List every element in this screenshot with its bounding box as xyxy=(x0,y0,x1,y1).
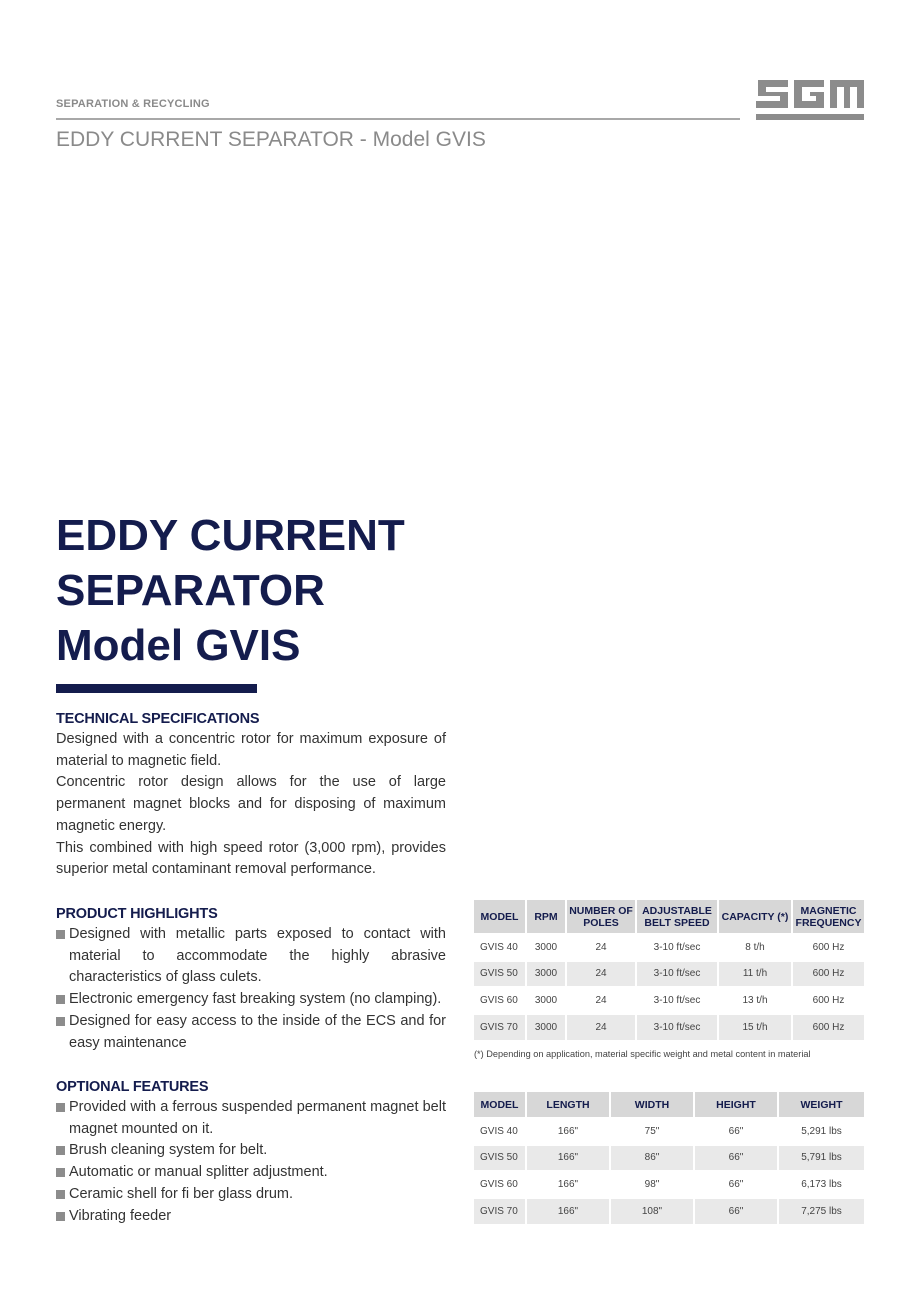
logo-underline xyxy=(756,114,864,120)
table-cell: 24 xyxy=(566,987,636,1014)
bullet-square-icon xyxy=(56,1017,65,1026)
capacity-footnote: (*) Depending on application, material specific weight and metal content in material xyxy=(474,1049,811,1059)
list-item-text: Electronic emergency fast breaking system (no clamping). xyxy=(69,991,442,1008)
table-cell: 3000 xyxy=(526,1014,566,1041)
table-cell: 166" xyxy=(526,1171,610,1198)
table-row xyxy=(474,1014,864,1041)
highlights-heading: PRODUCT HIGHLIGHTS xyxy=(56,906,218,922)
table-cell: 600 Hz xyxy=(792,961,864,988)
table-row xyxy=(474,961,864,988)
column-header: NUMBER OF POLES xyxy=(566,900,636,934)
table-cell: 3-10 ft/sec xyxy=(636,987,718,1014)
highlights-list xyxy=(56,924,446,1054)
table-row xyxy=(474,1145,864,1172)
title-line-2: SEPARATOR xyxy=(56,566,325,615)
technical-heading: TECHNICAL SPECIFICATIONS xyxy=(56,711,260,727)
list-item-text: Ceramic shell for fi ber glass drum. xyxy=(69,1185,294,1202)
table-cell: 66" xyxy=(694,1118,778,1145)
sgm-logo xyxy=(754,76,866,122)
technical-paragraph: Concentric rotor design allows for the use of large permanent magnet blocks and for disposing of maximum magnetic energy. xyxy=(56,774,446,834)
column-header: ADJUSTABLE BELT SPEED xyxy=(636,900,718,934)
table-cell: 3000 xyxy=(526,961,566,988)
list-item-text: Provided with a ferrous suspended permanent magnet belt magnet mounted on it. xyxy=(69,1099,446,1137)
table-cell: 166" xyxy=(526,1198,610,1225)
header-divider xyxy=(56,118,740,120)
list-item-text: Vibrating feeder xyxy=(69,1207,172,1224)
table-cell: 8 t/h xyxy=(718,934,792,961)
list-item xyxy=(56,924,446,989)
table-cell: 24 xyxy=(566,1014,636,1041)
list-item-text: Designed with metallic parts exposed to contact with material to accommodate the highly abrasive characteristics of glass culets. xyxy=(69,926,446,986)
table-cell: 11 t/h xyxy=(718,961,792,988)
table-cell: 66" xyxy=(694,1145,778,1172)
list-item xyxy=(56,1206,446,1228)
dimensions-table xyxy=(474,1092,864,1224)
bullet-square-icon xyxy=(56,1146,65,1155)
table-cell: 66" xyxy=(694,1171,778,1198)
performance-table xyxy=(474,900,864,1040)
product-highlights xyxy=(56,906,446,1054)
table-cell: 13 t/h xyxy=(718,987,792,1014)
optional-heading: OPTIONAL FEATURES xyxy=(56,1079,209,1095)
table-cell: GVIS 60 xyxy=(474,987,526,1014)
table-row xyxy=(474,1198,864,1225)
table-cell: 15 t/h xyxy=(718,1014,792,1041)
section-label: SEPARATION & RECYCLING xyxy=(56,98,210,110)
table-cell: GVIS 40 xyxy=(474,1118,526,1145)
table-cell: 7,275 lbs xyxy=(778,1198,864,1225)
column-header: HEIGHT xyxy=(694,1092,778,1118)
table-cell: 24 xyxy=(566,934,636,961)
table-cell: 75" xyxy=(610,1118,694,1145)
table-cell: 3-10 ft/sec xyxy=(636,934,718,961)
table-cell: GVIS 50 xyxy=(474,961,526,988)
bullet-square-icon xyxy=(56,1212,65,1221)
list-item xyxy=(56,1097,446,1140)
optional-list xyxy=(56,1097,446,1227)
column-header: LENGTH xyxy=(526,1092,610,1118)
table-cell: 600 Hz xyxy=(792,934,864,961)
table-header-row xyxy=(474,1092,864,1118)
table-cell: 3-10 ft/sec xyxy=(636,961,718,988)
table-cell: 3-10 ft/sec xyxy=(636,1014,718,1041)
list-item xyxy=(56,1011,446,1054)
table-cell: 86" xyxy=(610,1145,694,1172)
table-cell: 5,791 lbs xyxy=(778,1145,864,1172)
table-cell: 600 Hz xyxy=(792,987,864,1014)
table-cell: 24 xyxy=(566,961,636,988)
table-cell: 108" xyxy=(610,1198,694,1225)
list-item xyxy=(56,989,446,1011)
table-cell: GVIS 60 xyxy=(474,1171,526,1198)
bullet-square-icon xyxy=(56,995,65,1004)
table-cell: GVIS 70 xyxy=(474,1198,526,1225)
column-header: WEIGHT xyxy=(778,1092,864,1118)
table-cell: 6,173 lbs xyxy=(778,1171,864,1198)
table-cell: GVIS 50 xyxy=(474,1145,526,1172)
table-row xyxy=(474,1118,864,1145)
list-item-text: Brush cleaning system for belt. xyxy=(69,1142,268,1159)
bullet-square-icon xyxy=(56,1103,65,1112)
technical-specifications xyxy=(56,711,446,881)
table-header-row xyxy=(474,900,864,934)
table-row xyxy=(474,934,864,961)
column-header: WIDTH xyxy=(610,1092,694,1118)
document-subtitle: EDDY CURRENT SEPARATOR - Model GVIS xyxy=(56,128,486,151)
table-cell: 3000 xyxy=(526,987,566,1014)
bullet-square-icon xyxy=(56,1190,65,1199)
list-item-text: Designed for easy access to the inside of the ECS and for easy maintenance xyxy=(69,1012,446,1051)
column-header: CAPACITY (*) xyxy=(718,900,792,934)
table-cell: 66" xyxy=(694,1198,778,1225)
table-row xyxy=(474,987,864,1014)
optional-features xyxy=(56,1079,446,1227)
list-item xyxy=(56,1140,446,1162)
list-item-text: Automatic or manual splitter adjustment. xyxy=(69,1164,328,1181)
table-cell: 600 Hz xyxy=(792,1014,864,1041)
column-header: RPM xyxy=(526,900,566,934)
column-header: MODEL xyxy=(474,1092,526,1118)
title-accent-bar xyxy=(56,684,257,693)
column-header: MAGNETIC FREQUENCY xyxy=(792,900,864,934)
logo-letter-g xyxy=(794,80,824,108)
column-header: MODEL xyxy=(474,900,526,934)
bullet-square-icon xyxy=(56,1168,65,1177)
table-cell: 166" xyxy=(526,1118,610,1145)
logo-letter-s xyxy=(756,80,788,108)
table-cell: 5,291 lbs xyxy=(778,1118,864,1145)
table-cell: GVIS 40 xyxy=(474,934,526,961)
main-title xyxy=(56,508,405,673)
technical-paragraph: Designed with a concentric rotor for maximum exposure of material to magnetic field. xyxy=(56,731,446,769)
table-cell: 3000 xyxy=(526,934,566,961)
technical-paragraph: This combined with high speed rotor (3,000 rpm), provides superior metal contaminant removal performance. xyxy=(56,839,446,878)
bullet-square-icon xyxy=(56,930,65,939)
logo-letter-m xyxy=(830,80,864,108)
table-cell: GVIS 70 xyxy=(474,1014,526,1041)
title-line-1: EDDY CURRENT xyxy=(56,511,405,560)
table-row xyxy=(474,1171,864,1198)
list-item xyxy=(56,1184,446,1206)
table-cell: 166" xyxy=(526,1145,610,1172)
table-cell: 98" xyxy=(610,1171,694,1198)
list-item xyxy=(56,1162,446,1184)
title-line-3: Model GVIS xyxy=(56,621,301,670)
